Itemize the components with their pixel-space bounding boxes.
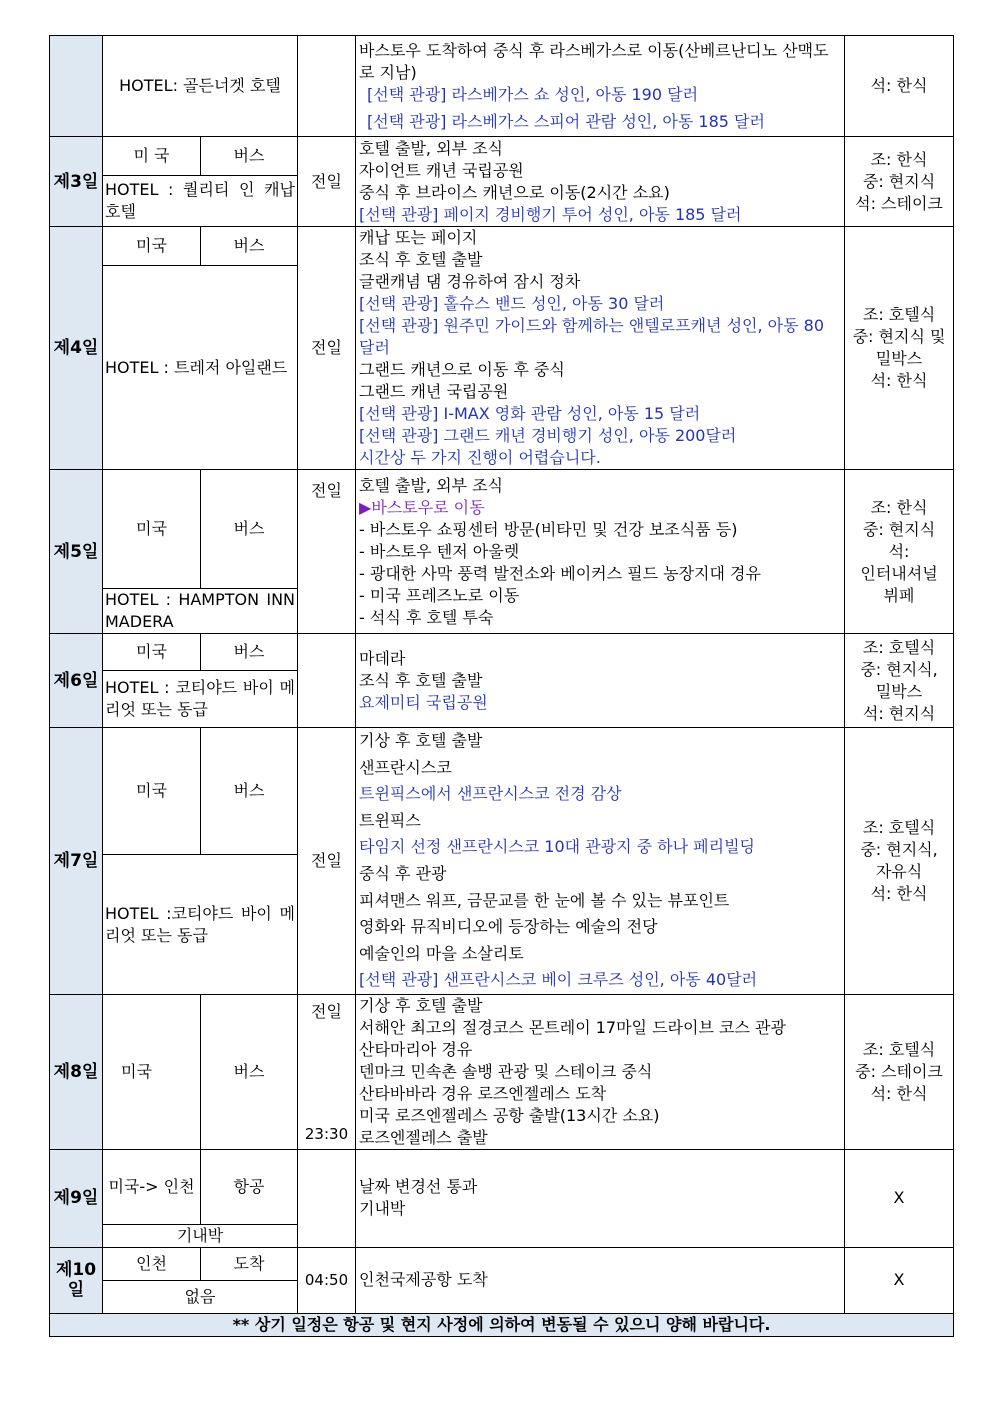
schedule-line: - 바스토우 쇼핑센터 방문(비타민 및 건강 보조식품 등) — [359, 519, 738, 539]
day-label: 제8일 — [50, 994, 103, 1149]
optional-tour-line: [선택 관광] 라스베가스 쇼 성인, 아동 190 달러 — [367, 84, 699, 104]
schedule-line: 바스토우 도착하여 중식 후 라스베가스로 이동(산베르난디노 산맥도로 지남) — [359, 40, 829, 82]
sight-line: 타임지 선정 샌프란시스코 10대 관광지 중 하나 페리빌딩 — [359, 837, 756, 857]
region: 미국 — [103, 634, 201, 671]
day-row-2 — [50, 36, 954, 137]
schedule-cell — [356, 137, 845, 227]
transport: 항공 — [201, 1149, 298, 1224]
day-label — [50, 1247, 103, 1313]
meal-cell — [845, 36, 954, 137]
schedule-line: - 바스토우 텐저 아울렛 — [359, 541, 520, 561]
schedule-cell — [356, 470, 845, 634]
meal-line: 조: 호텔식 — [862, 637, 936, 657]
schedule-line: 중식 후 관광 — [359, 863, 447, 883]
schedule-line: 기내박 — [359, 1199, 406, 1219]
meal-line: 중: 현지식 및 밀박스 — [852, 327, 946, 368]
day-row-4 — [50, 227, 954, 266]
meal-line: 조: 호텔식 — [862, 817, 936, 837]
meal-cell — [845, 728, 954, 995]
hotel-name: HOTEL : 코티야드 바이 메리엇 또는 동급 — [103, 671, 298, 728]
hotel-name: HOTEL: 골든너겟 호텔 — [103, 36, 298, 137]
meal-cell — [845, 470, 954, 634]
footer-row — [50, 1313, 954, 1336]
itinerary-table — [49, 35, 954, 1337]
schedule-line: 캐납 또는 페이지 — [359, 228, 478, 247]
meal-cell — [845, 1149, 954, 1247]
optional-tour-line: [선택 관광] 샌프란시스코 베이 크루즈 성인, 아동 40달러 — [359, 970, 758, 990]
day-row-10 — [50, 1247, 954, 1280]
hotel-name: HOTEL :코티야드 바이 메리엇 또는 동급 — [103, 855, 298, 995]
schedule-line: 호텔 출발, 외부 조식 — [359, 475, 504, 495]
schedule-line: 산타바바라 경유 로즈엔젤레스 도착 — [359, 1083, 607, 1103]
schedule-line: - 미국 프레즈노로 이동 — [359, 585, 520, 605]
schedule-cell — [356, 1149, 845, 1247]
time-cell — [298, 36, 356, 137]
meal-line: X — [893, 1270, 905, 1290]
optional-tour-line: [선택 관광] 페이지 경비행기 투어 성인, 아동 185 달러 — [359, 204, 742, 224]
hotel-name: HOTEL : HAMPTON INN MADERA — [103, 589, 298, 634]
day-label: 제9일 — [50, 1149, 103, 1247]
meal-line: 석: 한식 — [870, 76, 928, 95]
schedule-line: 샌프란시스코 — [359, 757, 452, 777]
day-row-5 — [50, 470, 954, 589]
schedule-line: 글랜캐념 댐 경유하여 잠시 정차 — [359, 272, 581, 291]
meal-line: 석: 현지식 — [862, 703, 936, 723]
hotel-name: 기내박 — [103, 1224, 298, 1247]
time: 전일 — [298, 728, 356, 995]
meal-line: 인터내셔널 — [860, 563, 938, 583]
transport: 버스 — [201, 634, 298, 671]
time: 전일 — [298, 470, 356, 634]
footer-note: ** 상기 일정은 항공 및 현지 사정에 의하여 변동될 수 있으니 양해 바랍니다. — [50, 1313, 954, 1336]
time — [298, 1149, 356, 1247]
meal-line: 조: 한식 — [870, 149, 928, 169]
region: 미국 — [103, 728, 201, 855]
meal-line: 석: 스테이크 — [855, 193, 943, 213]
day-label: 제7일 — [50, 728, 103, 995]
region: 미국 — [103, 470, 201, 589]
schedule-line: 중식 후 브라이스 캐년으로 이동(2시간 소요) — [359, 182, 670, 202]
region: 미국 — [103, 994, 201, 1149]
schedule-cell — [356, 1247, 845, 1313]
day-row-8 — [50, 994, 954, 1149]
meal-line: 중: 현지식 — [862, 171, 936, 191]
schedule-line: - 광대한 사막 풍력 발전소와 베이커스 필드 농장지대 경유 — [359, 563, 761, 583]
schedule-line: 트윈픽스 — [359, 810, 421, 830]
time: 04:50 — [298, 1247, 356, 1313]
time — [298, 634, 356, 728]
day-label-part: 제10 — [55, 1260, 97, 1281]
day-row-6 — [50, 634, 954, 671]
day-label: 제4일 — [50, 227, 103, 470]
time-start: 전일 — [311, 1001, 342, 1021]
time-cell — [298, 994, 356, 1149]
schedule-cell — [356, 634, 845, 728]
meal-line: 자유식 — [875, 861, 923, 881]
meal-line: 조: 한식 — [870, 497, 928, 517]
schedule-line: 미국 로즈엔젤레스 공항 출발(13시간 소요) — [359, 1105, 660, 1125]
schedule-line: 호텔 출발, 외부 조식 — [359, 138, 504, 158]
hotel-name: HOTEL : 트레저 아일랜드 — [103, 266, 298, 470]
day-label: 제6일 — [50, 634, 103, 728]
day-row-3 — [50, 137, 954, 176]
meal-line: 석: 한식 — [870, 1083, 928, 1103]
meal-line: 중: 현지식 — [862, 519, 936, 539]
meal-line: 석: — [888, 541, 910, 561]
meal-cell — [845, 1247, 954, 1313]
hotel-name: 없음 — [103, 1280, 298, 1313]
schedule-cell — [356, 728, 845, 995]
region: 미 국 — [103, 137, 201, 176]
optional-tour-line: [선택 관광] I-MAX 영화 관람 성인, 아동 15 달러 — [359, 404, 701, 423]
day-row-7 — [50, 728, 954, 855]
meal-cell — [845, 227, 954, 470]
optional-tour-line: [선택 관광] 라스베가스 스피어 관람 성인, 아동 185 달러 — [367, 111, 765, 131]
schedule-line: 자이언트 캐년 국립공원 — [359, 160, 524, 180]
time-depart: 23:30 — [304, 1124, 349, 1143]
schedule-line: 산타마리아 경유 — [359, 1039, 473, 1059]
region: 인천 — [103, 1247, 201, 1280]
transport: 도착 — [201, 1247, 298, 1280]
meal-line: 중: 현지식, — [860, 659, 938, 679]
schedule-line: 조식 후 호텔 출발 — [359, 250, 483, 269]
schedule-line: 조식 후 호텔 출발 — [359, 670, 483, 690]
optional-tour-line: [선택 관광] 원주민 가이드와 함께하는 앤텔로프캐년 성인, 아동 80 달러 — [359, 316, 825, 357]
meal-cell — [845, 137, 954, 227]
schedule-line: 피셔맨스 워프, 금문교를 한 눈에 볼 수 있는 뷰포인트 — [359, 890, 730, 910]
meal-line: 밀박스 — [875, 681, 923, 701]
day-row-9 — [50, 1149, 954, 1224]
meal-line: 석: 한식 — [870, 371, 928, 390]
schedule-cell — [356, 36, 845, 137]
schedule-cell — [356, 994, 845, 1149]
region: 미국-> 인천 — [103, 1149, 201, 1224]
transport: 버스 — [201, 470, 298, 589]
schedule-line: 예술인의 마을 소살리토 — [359, 943, 524, 963]
day-label-cell — [50, 36, 103, 137]
schedule-line: 인천국제공항 도착 — [359, 1270, 488, 1290]
meal-line: 조: 호텔식 — [862, 305, 936, 324]
optional-tour-line: [선택 관광] 홀슈스 밴드 성인, 아동 30 달러 — [359, 294, 665, 313]
meal-line: 석: 한식 — [870, 883, 928, 903]
optional-tour-line: [선택 관광] 그랜드 캐년 경비행기 성인, 아동 200달러 — [359, 426, 737, 445]
meal-line: 조: 호텔식 — [862, 1039, 936, 1059]
schedule-cell — [356, 227, 845, 470]
sight-line: 트윈픽스에서 샌프란시스코 전경 감상 — [359, 784, 622, 804]
schedule-line: 기상 후 호텔 출발 — [359, 995, 483, 1015]
day-label-part: 일 — [67, 1280, 85, 1301]
schedule-line: 로즈엔젤레스 출발 — [359, 1127, 488, 1147]
schedule-line: 영화와 뮤직비디오에 등장하는 예술의 전당 — [359, 917, 658, 937]
meal-cell — [845, 634, 954, 728]
schedule-line: 마데라 — [359, 648, 406, 668]
hotel-name: HOTEL : 퀄리티 인 캐납 호텔 — [103, 176, 298, 227]
schedule-line: 기상 후 호텔 출발 — [359, 731, 483, 750]
meal-line: X — [893, 1188, 905, 1208]
meal-line: 중: 스테이크 — [855, 1061, 943, 1081]
meal-line: 뷔페 — [883, 585, 915, 605]
time: 전일 — [298, 227, 356, 470]
transport: 버스 — [201, 227, 298, 266]
sight-line: 요제미티 국립공원 — [359, 692, 488, 712]
meal-cell — [845, 994, 954, 1149]
transport: 버스 — [201, 137, 298, 176]
meal-line: 중: 현지식, — [860, 839, 938, 859]
time: 전일 — [298, 137, 356, 227]
schedule-line: 그랜드 캐년으로 이동 후 중식 — [359, 360, 565, 379]
highlight-line: ▶바스토우로 이동 — [359, 497, 485, 517]
schedule-line: 덴마크 민속촌 솔뱅 관광 및 스테이크 중식 — [359, 1061, 653, 1081]
day-label: 제3일 — [50, 137, 103, 227]
note-line: 시간상 두 가지 진행이 어렵습니다. — [359, 448, 601, 467]
region: 미국 — [103, 227, 201, 266]
day-label: 제5일 — [50, 470, 103, 634]
schedule-line: 그랜드 캐년 국립공원 — [359, 382, 509, 401]
transport: 버스 — [201, 728, 298, 855]
transport: 버스 — [201, 994, 298, 1149]
schedule-line: 날짜 변경선 통과 — [359, 1177, 478, 1197]
schedule-line: - 석식 후 호텔 투숙 — [359, 607, 494, 627]
schedule-line: 서해안 최고의 절경코스 몬트레이 17마일 드라이브 코스 관광 — [359, 1017, 786, 1037]
